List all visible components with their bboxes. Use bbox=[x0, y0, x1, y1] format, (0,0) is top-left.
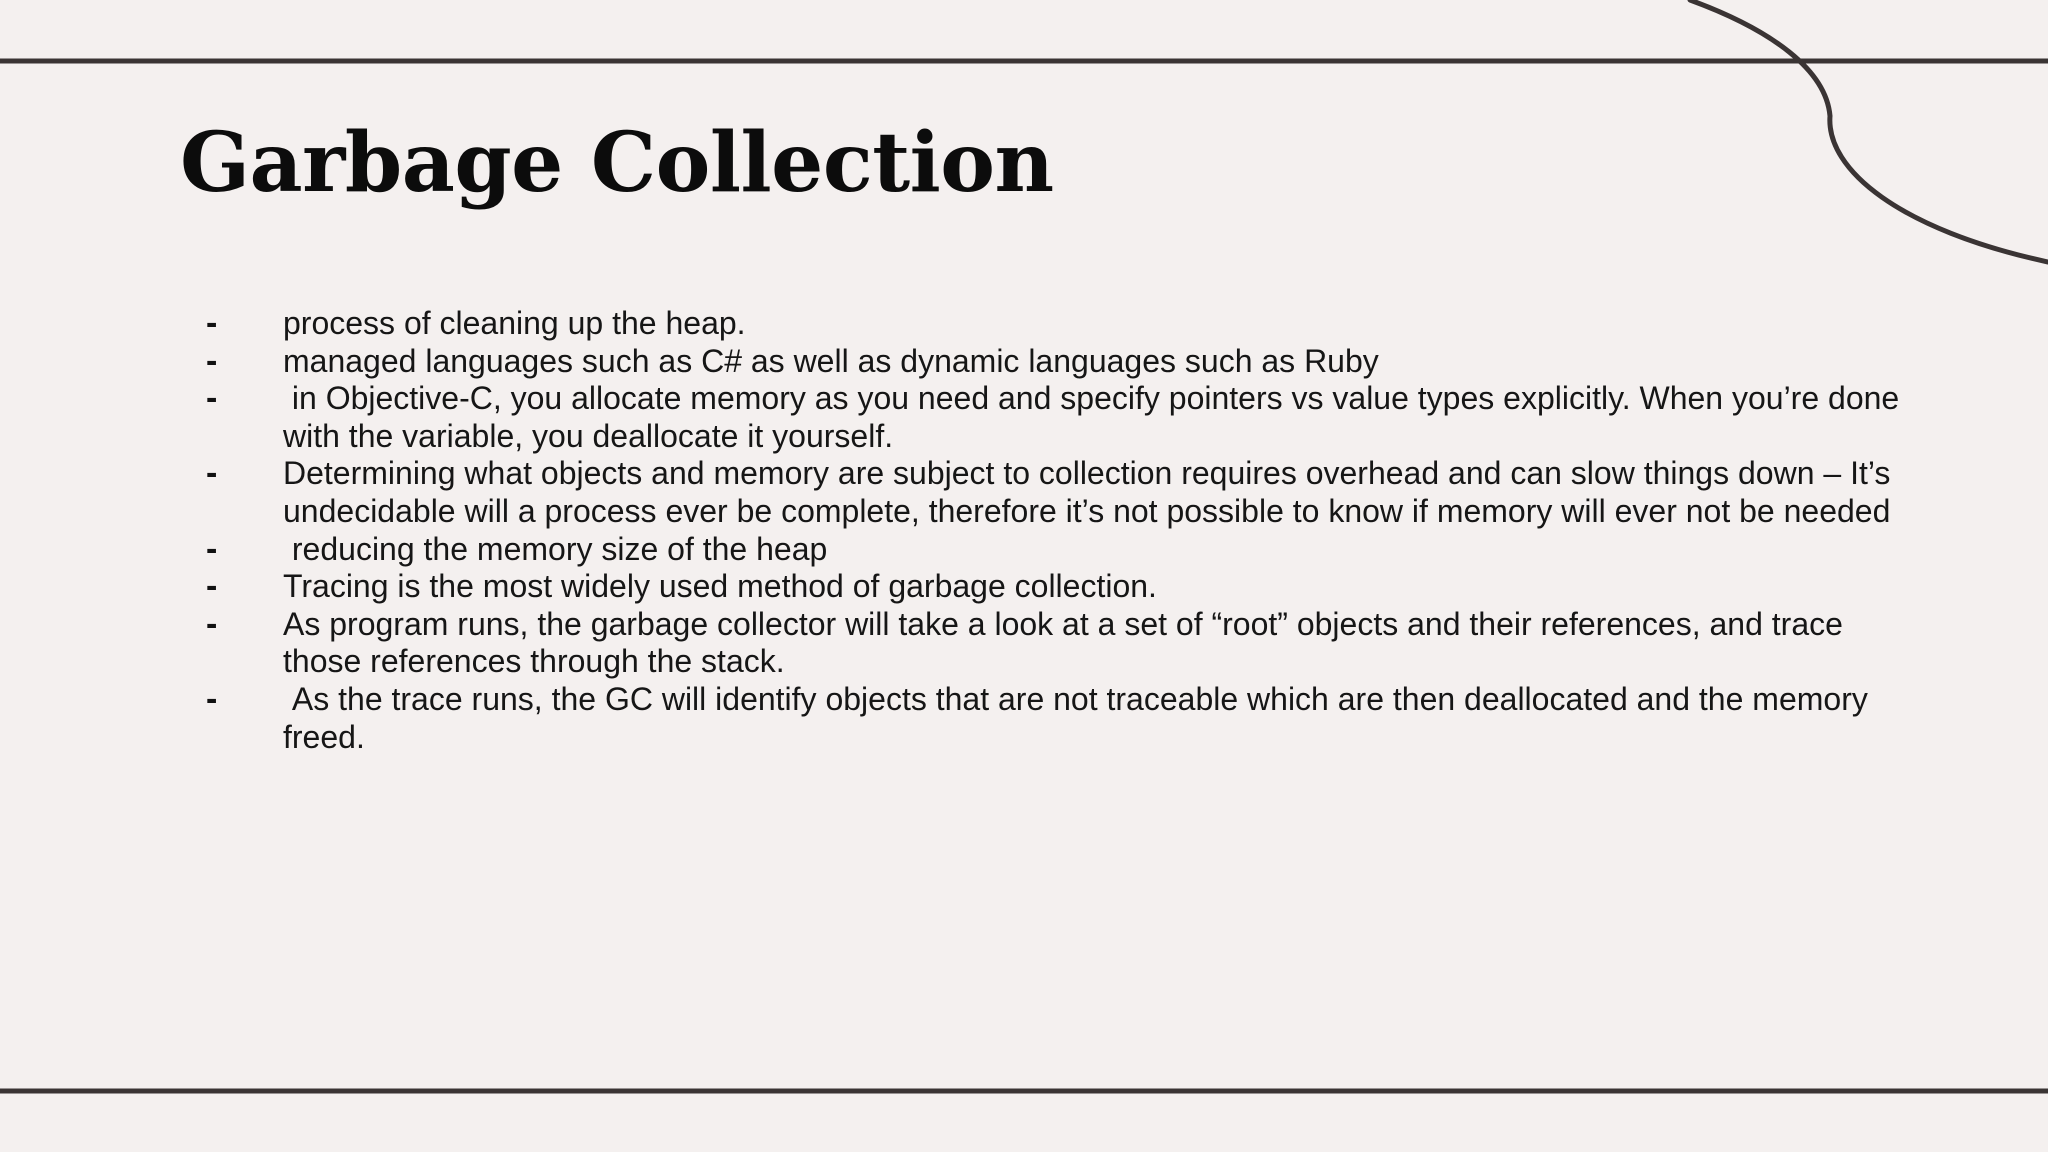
corner-curve-decoration bbox=[1690, 0, 2048, 262]
bullet-dash-icon: - bbox=[206, 454, 218, 493]
bullet-dash-icon: - bbox=[206, 341, 218, 380]
bullet-text-3: in Objective-C, you allocate memory as you need and specify pointers vs value types explicitly. When you’re done with the variable, you deallocate it yourself. bbox=[283, 380, 1909, 454]
bullet-item-6 bbox=[200, 568, 1900, 606]
bullet-item-8 bbox=[200, 681, 1900, 756]
bullet-text-8: As the trace runs, the GC will identify objects that are not traceable which are then deallocated and the memory freed. bbox=[283, 680, 1877, 755]
bullet-dash-icon: - bbox=[206, 679, 218, 718]
bullet-text-7: As program runs, the garbage collector will take a look at a set of “root” objects and their references, and trace those references through the stack. bbox=[283, 605, 1852, 680]
bullet-text-5: reducing the memory size of the heap bbox=[283, 530, 828, 567]
slide-title: Garbage Collection bbox=[180, 115, 1054, 211]
bullet-dash-icon: - bbox=[206, 604, 218, 643]
bullet-list bbox=[200, 304, 1909, 756]
bullet-item-3 bbox=[200, 379, 1909, 455]
bullet-item-2 bbox=[200, 343, 1900, 381]
bullet-item-1 bbox=[200, 305, 1900, 343]
bullet-dash-icon: - bbox=[206, 567, 218, 606]
bullet-item-5 bbox=[200, 531, 1900, 569]
bullet-item-7 bbox=[200, 606, 1900, 681]
bullet-dash-icon: - bbox=[206, 304, 218, 342]
bullet-dash-icon: - bbox=[206, 379, 218, 418]
bullet-text-4: Determining what objects and memory are subject to collection requires overhead and can slow things down – It’s undecidable will a process ever be complete, therefore it’s not possible to know if memory will ever not be needed bbox=[283, 455, 1900, 529]
bullet-dash-icon: - bbox=[206, 529, 218, 568]
bullet-text-1: process of cleaning up the heap. bbox=[283, 305, 746, 341]
bullet-text-6: Tracing is the most widely used method of garbage collection. bbox=[283, 568, 1157, 605]
bullet-item-4 bbox=[200, 455, 1900, 530]
bullet-text-2: managed languages such as C# as well as dynamic languages such as Ruby bbox=[283, 342, 1379, 379]
